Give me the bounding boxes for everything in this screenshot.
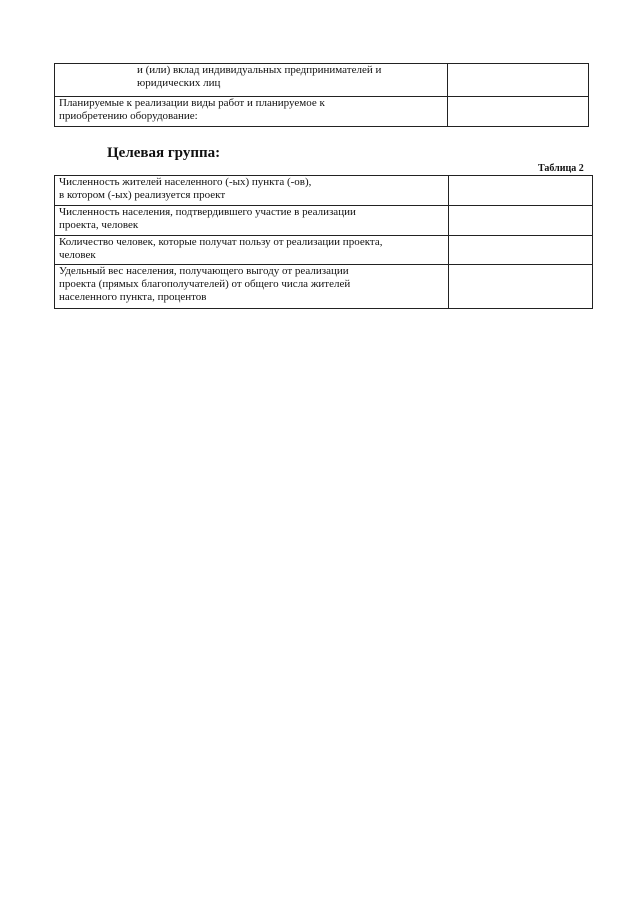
table-caption: Таблица 2 <box>538 163 584 174</box>
cell-text-line: Удельный вес населения, получающего выгоду от реализации <box>59 265 349 277</box>
table-cell-value[interactable] <box>448 97 589 127</box>
cell-text-line: проекта (прямых благополучателей) от общего числа жителей <box>59 278 351 290</box>
table-cell-label <box>55 206 449 236</box>
table-cell-label <box>55 265 449 309</box>
cell-text-line: Численность жителей населенного (-ых) пункта (-ов), <box>59 176 312 188</box>
table-cell-label <box>55 64 448 97</box>
contribution-table <box>54 63 589 127</box>
table-cell-value[interactable] <box>449 176 593 206</box>
cell-text-line: и (или) вклад индивидуальных предпринимателей и <box>137 64 382 76</box>
cell-text-line: Количество человек, которые получат пользу от реализации проекта, <box>59 236 383 248</box>
cell-text-line: юридических лиц <box>137 77 221 89</box>
cell-text-line: человек <box>59 249 96 261</box>
cell-text-line: в котором (-ых) реализуется проект <box>59 189 226 201</box>
cell-text-line: населенного пункта, процентов <box>59 291 207 303</box>
target-group-table <box>54 175 593 309</box>
table-row <box>55 206 593 236</box>
table-cell-label <box>55 97 448 127</box>
cell-text-line: Планируемые к реализации виды работ и планируемое к <box>59 97 325 109</box>
table-cell-value[interactable] <box>449 206 593 236</box>
table-cell-label <box>55 236 449 265</box>
cell-text-line: Численность населения, подтвердившего участие в реализации <box>59 206 356 218</box>
table-cell-value[interactable] <box>448 64 589 97</box>
table-cell-value[interactable] <box>449 236 593 265</box>
table-cell-value[interactable] <box>449 265 593 309</box>
table-row <box>55 265 593 309</box>
table-cell-label <box>55 176 449 206</box>
table-row <box>55 97 589 127</box>
table-row <box>55 64 589 97</box>
table-row <box>55 176 593 206</box>
cell-text-line: приобретению оборудование: <box>59 110 198 122</box>
section-heading: Целевая группа: <box>107 145 221 161</box>
table-row <box>55 236 593 265</box>
cell-text-line: проекта, человек <box>59 219 139 231</box>
